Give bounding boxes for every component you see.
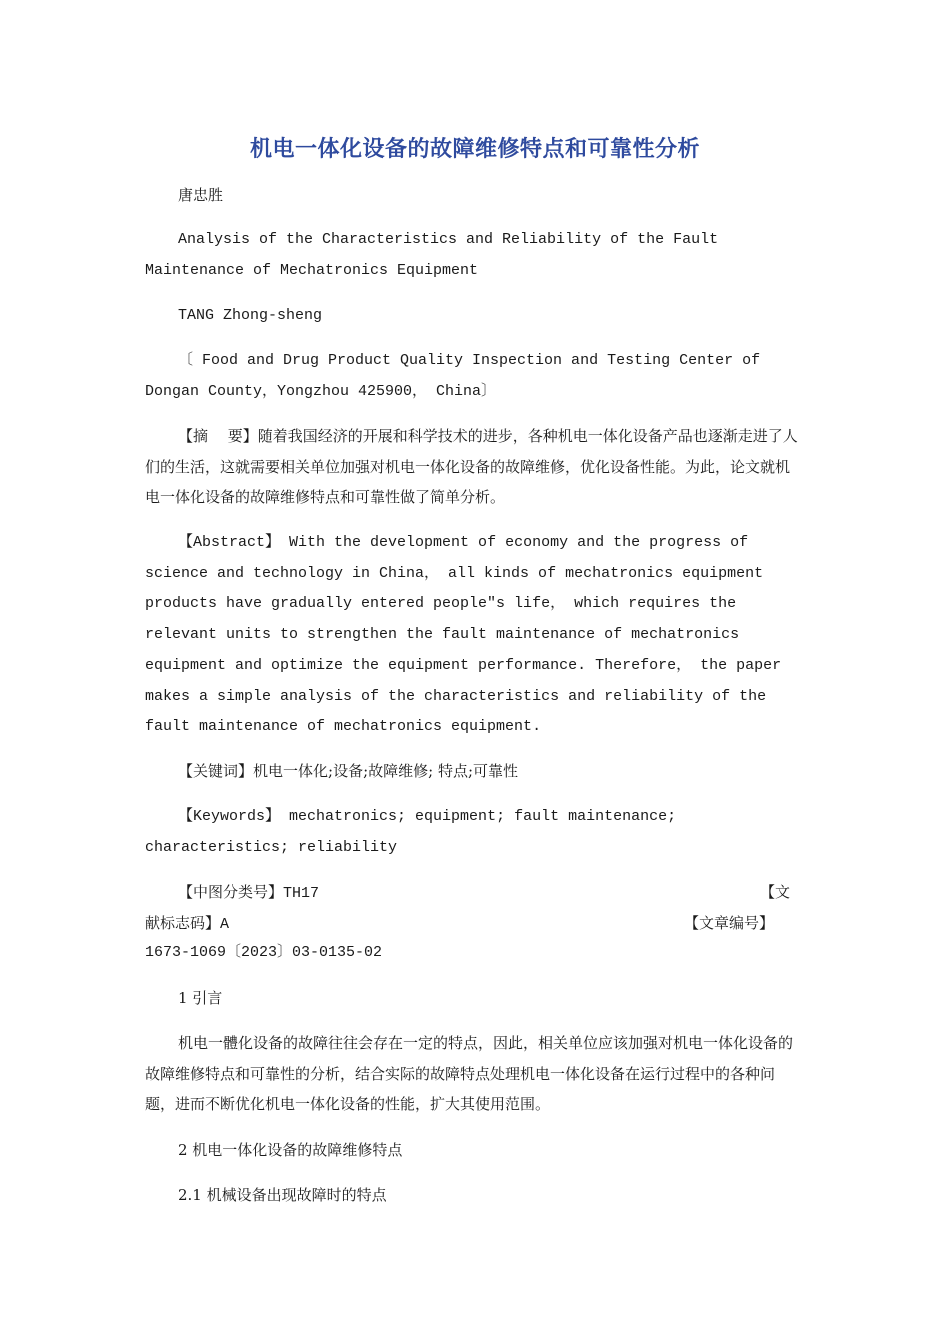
keywords-cn [145, 756, 800, 787]
author-en: TANG Zhong-sheng [178, 307, 323, 324]
abstract-en-label: 【Abstract】 [178, 534, 281, 551]
section-2-heading: 2 机电一体化设备的故障维修特点 [178, 1141, 403, 1159]
keywords-en [145, 802, 800, 863]
clc-line [178, 877, 319, 910]
abstract-cn [145, 421, 800, 513]
doc-code-label-b: 献标志码】 [145, 914, 221, 932]
keywords-cn-text: 机电一体化;设备;故障维修; 特点;可靠性 [253, 762, 519, 780]
keywords-en-label: 【Keywords】 [178, 808, 281, 825]
doc-code-line [145, 908, 229, 941]
clc-label: 【中图分类号】 [178, 883, 284, 901]
article-no-label: 【文章编号】 [684, 914, 775, 932]
section-1-text: 机电一體化设备的故障往往会存在一定的特点，因此，相关单位应该加强对机电一体化设备的故障维修特点和可靠性的分析，结合实际的故障特点处理机电一体化设备在运行过程中的各种问题，进而不断优化机电一体化设备的性能，扩大其使用范围。 [145, 1034, 794, 1114]
section-1-heading: 1 引言 [178, 989, 223, 1007]
abstract-cn-label: 【摘 要】 [178, 427, 258, 445]
title-en: Analysis of the Characteristics and Reliability of the Fault Maintenance of Mechatronics Equipment [145, 231, 719, 279]
doc-code-label-a: 【文 [760, 883, 791, 901]
article-no-value: 1673-1069〔2023〕03-0135-02 [145, 944, 383, 961]
keywords-cn-label: 【关键词】 [178, 762, 254, 780]
section-2-1-heading: 2.1 机械设备出现故障时的特点 [178, 1186, 387, 1204]
paper-title: 机电一体化设备的故障维修特点和可靠性分析 [249, 137, 700, 162]
abstract-cn-text: 随着我国经济的开展和科学技术的进步，各种机电一体化设备产品也逐渐走进了人们的生活，这就需要相关单位加强对机电一体化设备的故障维修，优化设备性能。为此，论文就机电一体化设备的故障维修特点和可靠性做了简单分析。 [145, 427, 798, 507]
doc-code-value: A [220, 916, 230, 933]
clc-value: TH17 [283, 885, 320, 902]
author-cn: 唐忠胜 [178, 186, 224, 204]
affiliation: 〔 Food and Drug Product Quality Inspection and Testing Center of Dongan County，Yongzhou 425900， China〕 [145, 352, 761, 400]
keywords-en-text: mechatronics; equipment; fault maintenance; characteristics; reliability [145, 808, 677, 856]
abstract-en-text: With the development of economy and the progress of science and technology in China， all kinds of mechatronics equipment products have gradually entered people″s life， which requires the relevant units to strengthen the fault maintenance of mechatronics equipment and optimize the equipment performance. Therefore， the paper makes a simple analysis of the characteristics and reliability of the fault maintenance of mechatronics equipment. [145, 534, 782, 736]
abstract-en [145, 528, 800, 743]
